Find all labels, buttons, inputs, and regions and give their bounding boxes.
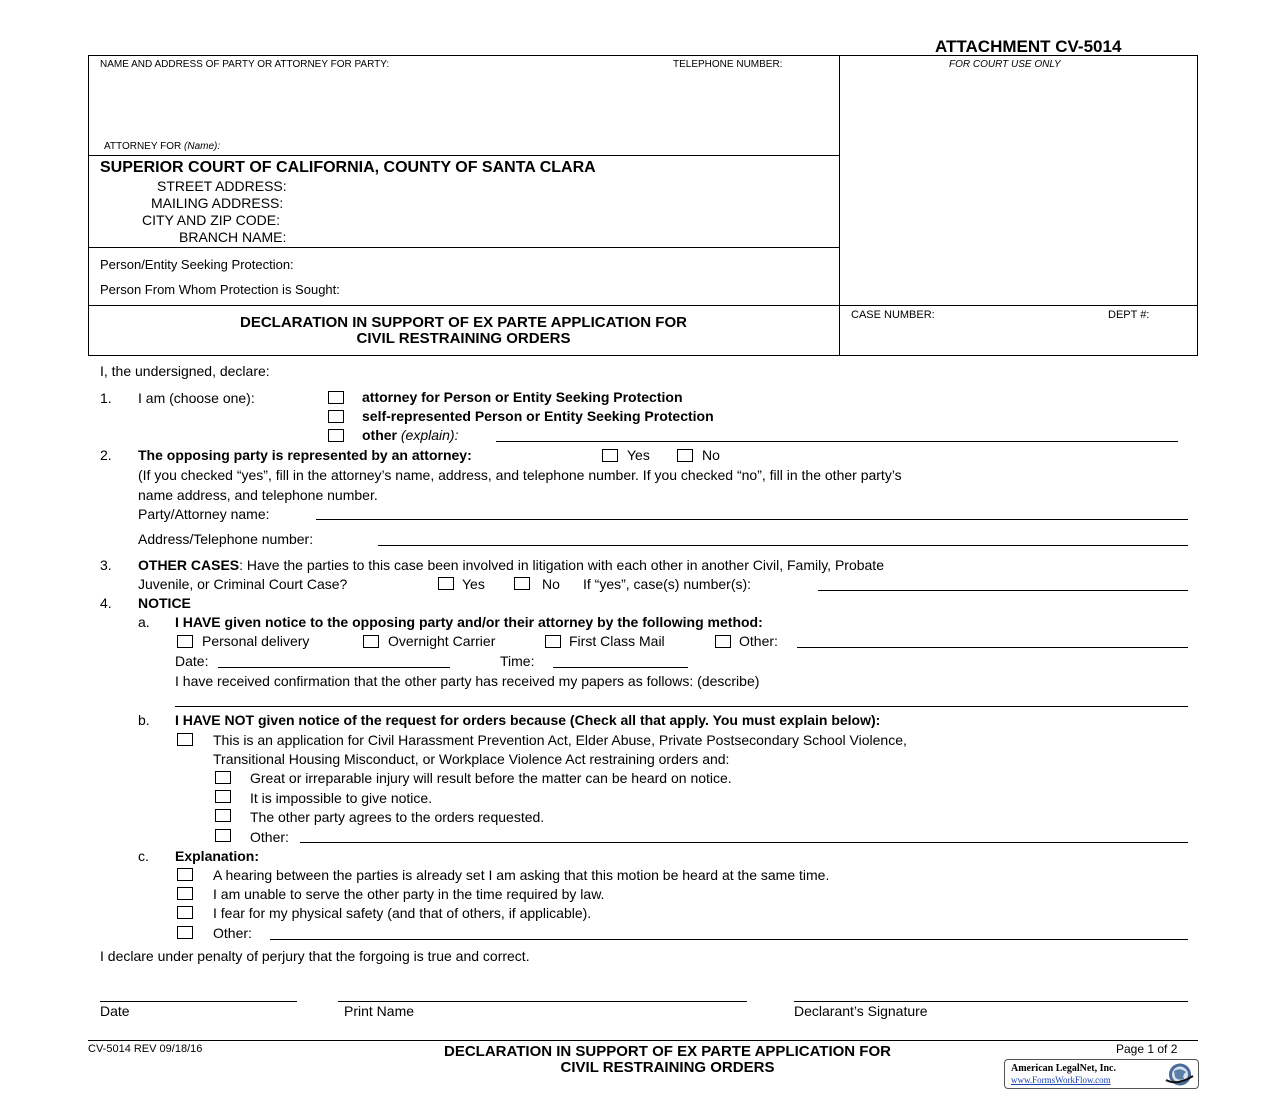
b-other-checkbox[interactable] (215, 829, 231, 842)
b-application-line2: Transitional Housing Misconduct, or Workplace Violence Act restraining orders and: (213, 751, 730, 767)
b-impossible-label: It is impossible to give notice. (250, 790, 433, 806)
q1-other-checkbox[interactable] (328, 429, 344, 442)
notice-time-label: Time: (500, 653, 535, 669)
city-zip-label: CITY AND ZIP CODE: (142, 212, 280, 228)
q2-address-label: Address/Telephone number: (138, 531, 314, 547)
method-overnight-checkbox[interactable] (363, 635, 379, 648)
b-other-label: Other: (250, 829, 289, 845)
q1-other-text: other (362, 427, 397, 443)
declarant-signature-label: Declarant’s Signature (794, 1003, 928, 1019)
q4b-label: I HAVE NOT given notice of the request for orders because (Check all that apply. You must explain below): (175, 712, 881, 728)
publisher-name: American LegalNet, Inc. (1011, 1063, 1116, 1074)
caption-divider (839, 55, 840, 356)
q2-yes-label: Yes (627, 447, 650, 463)
b-injury-checkbox[interactable] (215, 771, 231, 784)
q3-yes-checkbox[interactable] (438, 577, 454, 590)
divider (88, 247, 839, 248)
street-address-label: STREET ADDRESS: (157, 178, 287, 194)
q3-question: : Have the parties to this case been involved in litigation with each other in another Civil, Family, Probate (239, 557, 884, 573)
q2-party-label: Party/Attorney name: (138, 506, 270, 522)
publisher-url[interactable]: www.FormsWorkFlow.com (1011, 1075, 1111, 1085)
publisher-logo[interactable] (1004, 1059, 1199, 1089)
q1-other-field[interactable] (496, 441, 1178, 442)
q2-no-label: No (702, 447, 720, 463)
print-name-line[interactable] (338, 1001, 747, 1002)
q1-self-represented-checkbox[interactable] (328, 410, 344, 423)
protection-sought-label: Person From Whom Protection is Sought: (100, 282, 340, 297)
divider (88, 305, 1198, 306)
q3-yes-label: Yes (462, 576, 485, 592)
q4-label: NOTICE (138, 595, 191, 611)
court-use-label: FOR COURT USE ONLY (949, 59, 1061, 70)
telephone-label: TELEPHONE NUMBER: (673, 59, 783, 70)
method-mail-label: First Class Mail (569, 633, 665, 649)
notice-date-label: Date: (175, 653, 209, 669)
q1-other-option (362, 427, 458, 443)
notice-time-field[interactable] (553, 667, 688, 668)
case-number-label: CASE NUMBER: (851, 309, 935, 321)
q3-text (138, 557, 884, 573)
method-other-label: Other: (739, 633, 778, 649)
q1-other-explain: (explain): (400, 427, 459, 443)
attorney-for-text: ATTORNEY FOR (104, 141, 182, 152)
c-unable-checkbox[interactable] (177, 887, 193, 900)
q3-number: 3. (100, 557, 112, 573)
q2-address-field[interactable] (378, 545, 1188, 546)
q2-no-checkbox[interactable] (677, 449, 693, 462)
q3-case-numbers-field[interactable] (818, 590, 1188, 591)
q4a-letter: a. (138, 614, 150, 630)
attorney-for-label (104, 141, 220, 152)
b-impossible-checkbox[interactable] (215, 790, 231, 803)
date-signature-line[interactable] (100, 1001, 297, 1002)
divider (88, 155, 839, 156)
c-hearing-label: A hearing between the parties is already set I am asking that this motion be heard at the same time. (213, 867, 830, 883)
notice-date-field[interactable] (218, 667, 450, 668)
q4-number: 4. (100, 595, 112, 611)
q1-attorney-option: attorney for Person or Entity Seeking Protection (362, 389, 683, 405)
doc-title-line1: DECLARATION IN SUPPORT OF EX PARTE APPLICATION FOR (240, 314, 687, 331)
method-overnight-label: Overnight Carrier (388, 633, 496, 649)
q3-no-label: No (542, 576, 560, 592)
doc-title-line2: CIVIL RESTRAINING ORDERS (356, 330, 571, 347)
c-unable-label: I am unable to serve the other party in the time required by law. (213, 886, 605, 902)
signature-line[interactable] (794, 1001, 1188, 1002)
c-safety-checkbox[interactable] (177, 906, 193, 919)
q2-yes-checkbox[interactable] (602, 449, 618, 462)
footer-title-line2: CIVIL RESTRAINING ORDERS (560, 1059, 775, 1076)
q4b-letter: b. (138, 712, 150, 728)
confirmation-text: I have received confirmation that the other party has received my papers as follows: (describe) (175, 673, 760, 689)
name-address-label: NAME AND ADDRESS OF PARTY OR ATTORNEY FOR PARTY: (100, 59, 390, 70)
b-injury-label: Great or irreparable injury will result before the matter can be heard on notice. (250, 770, 732, 786)
intro-text: I, the undersigned, declare: (100, 363, 270, 379)
footer-title-line1: DECLARATION IN SUPPORT OF EX PARTE APPLICATION FOR (444, 1043, 891, 1060)
b-application-line1: This is an application for Civil Harassment Prevention Act, Elder Abuse, Private Postsecondary School Violence, (213, 732, 907, 748)
b-agrees-checkbox[interactable] (215, 809, 231, 822)
q1-self-represented-option: self-represented Person or Entity Seeking Protection (362, 408, 714, 424)
b-application-checkbox[interactable] (177, 733, 193, 746)
q2-label: The opposing party is represented by an attorney: (138, 447, 472, 463)
perjury-statement: I declare under penalty of perjury that the forgoing is true and correct. (100, 948, 530, 964)
c-other-checkbox[interactable] (177, 926, 193, 939)
attorney-for-name: (Name): (184, 141, 221, 152)
globe-icon (1163, 1062, 1195, 1087)
q3-no-checkbox[interactable] (514, 577, 530, 590)
print-name-label: Print Name (344, 1003, 415, 1019)
page-indicator: Page 1 of 2 (1116, 1042, 1178, 1056)
mailing-address-label: MAILING ADDRESS: (151, 195, 284, 211)
attachment-title: ATTACHMENT CV-5014 (935, 37, 1122, 56)
b-agrees-label: The other party agrees to the orders requested. (250, 809, 545, 825)
q1-label: I am (choose one): (138, 390, 255, 406)
q2-number: 2. (100, 447, 112, 463)
confirmation-field[interactable] (175, 706, 1188, 707)
court-title: SUPERIOR COURT OF CALIFORNIA, COUNTY OF SANTA CLARA (100, 159, 596, 176)
q3-heading: OTHER CASES (138, 557, 240, 573)
c-safety-label: I fear for my physical safety (and that of others, if applicable). (213, 905, 592, 921)
method-other-checkbox[interactable] (715, 635, 731, 648)
q2-note-line2: name address, and telephone number. (138, 487, 378, 503)
q4a-label: I HAVE given notice to the opposing party and/or their attorney by the following method: (175, 614, 763, 630)
q4c-letter: c. (138, 848, 149, 864)
q1-number: 1. (100, 390, 112, 406)
q1-attorney-checkbox[interactable] (328, 391, 344, 404)
q3-text-line2: Juvenile, or Criminal Court Case? (138, 576, 348, 592)
b-other-field[interactable] (300, 842, 1188, 843)
method-other-field[interactable] (797, 647, 1188, 648)
date-signature-label: Date (100, 1003, 130, 1019)
form-id: CV-5014 REV 09/18/16 (88, 1043, 203, 1055)
c-hearing-checkbox[interactable] (177, 868, 193, 881)
branch-name-label: BRANCH NAME: (179, 229, 287, 245)
q3-if-yes-label: If “yes”, case(s) number(s): (583, 576, 752, 592)
q2-party-field[interactable] (316, 519, 1188, 520)
seeking-protection-label: Person/Entity Seeking Protection: (100, 257, 294, 272)
method-personal-checkbox[interactable] (177, 635, 193, 648)
c-other-field[interactable] (270, 939, 1188, 940)
method-mail-checkbox[interactable] (545, 635, 561, 648)
footer-rule (88, 1040, 1198, 1041)
q4c-label: Explanation: (175, 848, 260, 864)
method-personal-label: Personal delivery (202, 633, 310, 649)
dept-label: DEPT #: (1108, 309, 1150, 321)
q2-note-line1: (If you checked “yes”, fill in the attorney’s name, address, and telephone number. If you checked “no”, fill in the other party’s (138, 467, 902, 483)
c-other-label: Other: (213, 925, 252, 941)
